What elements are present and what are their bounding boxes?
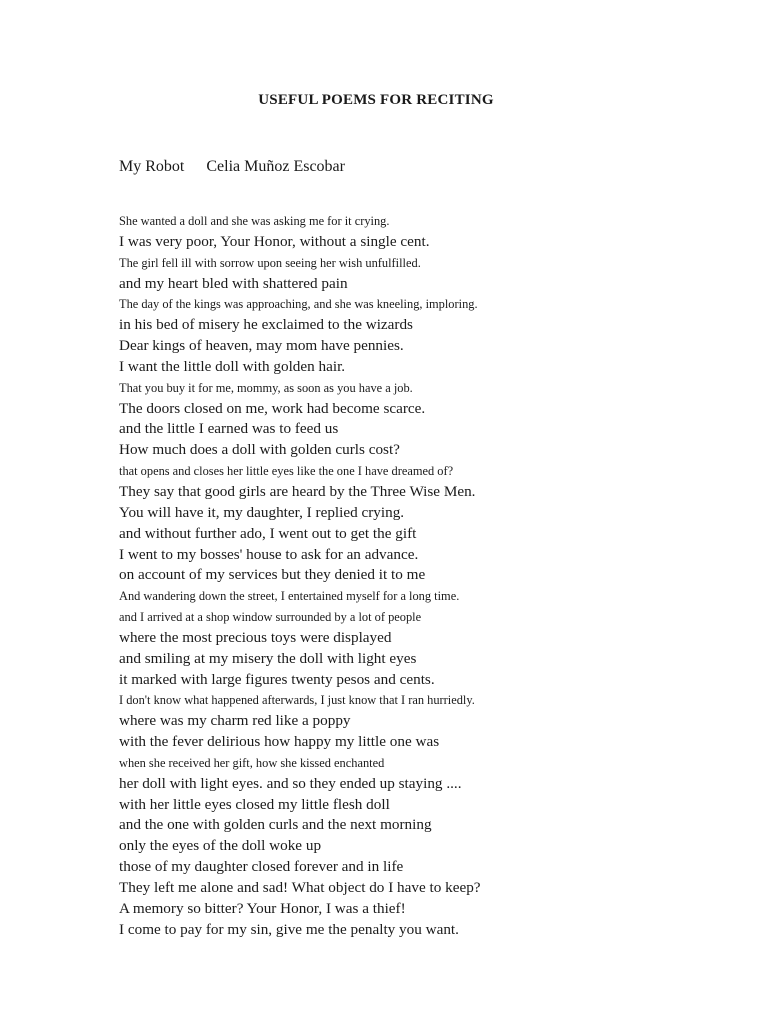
poem-line: and I arrived at a shop window surrounded by a lot of people	[119, 610, 422, 625]
poem-line: I want the little doll with golden hair.	[119, 357, 346, 375]
poem-line: Dear kings of heaven, may mom have pennies.	[119, 337, 404, 355]
poem-body	[119, 211, 739, 941]
poem-line: when she received her gift, how she kissed enchanted	[119, 755, 385, 770]
poem-line: That you buy it for me, mommy, as soon as you have a job.	[119, 380, 413, 395]
poem-line: that opens and closes her little eyes like the one I have dreamed of?	[119, 464, 454, 479]
poem-line: A memory so bitter? Your Honor, I was a thief!	[119, 899, 406, 917]
poem-title: My Robot	[119, 158, 185, 175]
document-title: USEFUL POEMS FOR RECITING	[258, 92, 494, 108]
poem-line: The girl fell ill with sorrow upon seeing her wish unfulfilled.	[119, 255, 421, 270]
poem-line: on account of my services but they denied it to me	[119, 566, 426, 584]
poem-line: The day of the kings was approaching, and she was kneeling, imploring.	[119, 297, 478, 312]
poem-line: and the little I earned was to feed us	[119, 420, 339, 438]
poem-line: and the one with golden curls and the next morning	[119, 816, 432, 834]
poem-line: and my heart bled with shattered pain	[119, 274, 348, 292]
poem-line: and smiling at my misery the doll with light eyes	[119, 649, 417, 667]
poem-line: with her little eyes closed my little flesh doll	[119, 795, 390, 813]
poem-line: I don't know what happened afterwards, I just know that I ran hurriedly.	[119, 693, 475, 708]
poem-line: it marked with large figures twenty pesos and cents.	[119, 670, 435, 688]
poem-heading	[119, 158, 345, 176]
poem-line: You will have it, my daughter, I replied crying.	[119, 503, 405, 521]
poem-line: where was my charm red like a poppy	[119, 712, 351, 730]
poem-line: in his bed of misery he exclaimed to the wizards	[119, 316, 413, 334]
poem-author: Celia Muñoz Escobar	[206, 158, 345, 175]
poem-line: They left me alone and sad! What object do I have to keep?	[119, 879, 481, 896]
poem-line: her doll with light eyes. and so they ended up staying ....	[119, 774, 462, 792]
poem-line: They say that good girls are heard by the Three Wise Men.	[119, 482, 476, 500]
poem-line: I come to pay for my sin, give me the penalty you want.	[119, 920, 459, 938]
poem-line: How much does a doll with golden curls cost?	[119, 441, 400, 459]
poem-line: and without further ado, I went out to get the gift	[119, 524, 417, 542]
poem-line: And wandering down the street, I entertained myself for a long time.	[119, 589, 460, 604]
poem-line: The doors closed on me, work had become scarce.	[119, 399, 426, 417]
poem-line: I went to my bosses' house to ask for an advance.	[119, 545, 419, 563]
poem-line: those of my daughter closed forever and in life	[119, 858, 404, 876]
poem-line: I was very poor, Your Honor, without a single cent.	[119, 232, 430, 250]
poem-line: She wanted a doll and she was asking me for it crying.	[119, 214, 390, 228]
poem-line: only the eyes of the doll woke up	[119, 837, 322, 855]
poem-line: with the fever delirious how happy my little one was	[119, 733, 440, 751]
poem-line: where the most precious toys were displayed	[119, 628, 392, 646]
